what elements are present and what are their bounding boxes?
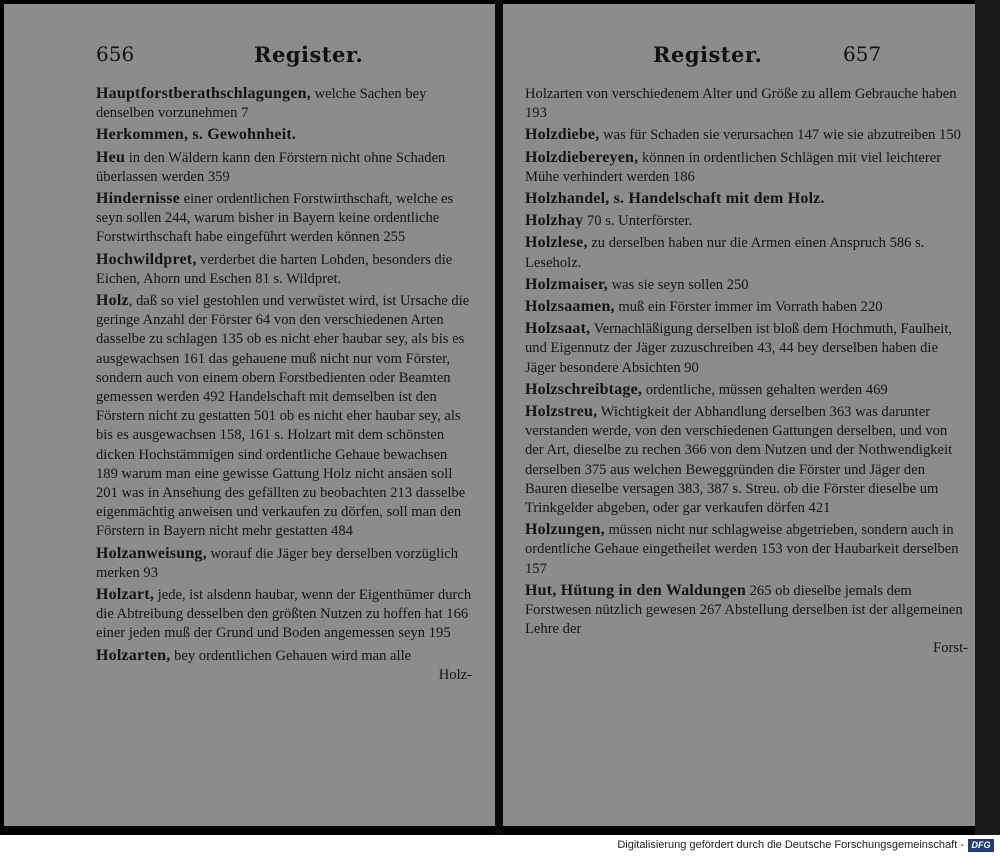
register-entry <box>96 585 472 644</box>
entry-keyword: Holzart, <box>96 586 155 604</box>
dfg-logo-icon: DFG <box>968 839 994 852</box>
entry-keyword: Hindernisse <box>96 190 180 208</box>
entry-text: bey ordentlichen Gehauen wird man alle <box>170 647 412 664</box>
entry-keyword: Holzstreu, <box>525 403 598 421</box>
entry-keyword: Heu <box>96 148 126 166</box>
entry-text: Vernachläßigung derselben ist bloß dem Hochmuth, Faulheit, und Eigennutz der Jäger zuzuschreiben 43, 44 bey derselben haben die Jäger besondere Absichten 90 <box>525 321 953 376</box>
entry-text: was sie seyn sollen 250 <box>607 276 749 293</box>
entry-keyword: Holzdiebereyen, <box>525 148 639 166</box>
entry-keyword: Holzlese, <box>525 234 588 252</box>
catchword-left: Holz- <box>438 666 472 683</box>
register-entry <box>96 148 472 187</box>
entry-text: , daß so viel gestohlen und verwüstet wird, ist Ursache die geringe Anzahl der Förster 64 von den verschiedenen Arten dasselbe zu schlagen 135 ob es nicht eher haubar sey, als bis es ausgewachsen 161 das gehauene muß nicht nur vom Förster, sondern auch von einem obern Forstbedienten oder Beamten gemessen werden 492 Handelschaft mit demselben ist den Förstern nicht zu gestatten 501 ob es nicht eher haubar sey, als bis es ausgewachsen 158, 161 s. Holzart mit dem schönsten dicken Hochstämmigen sind ordentliche Gehaue bewachsen 189 warum man eine gewisse Gattung Holz nicht ansäen soll 201 was in Ansehung des gefällten zu beobachten 213 dasselbe eigenmächtig anweisen und verkaufen zu dörfen, soll man den Förstern in Bayern nicht mehr gestatten 484 <box>96 293 470 540</box>
entry-text: muß ein Förster immer im Vorrath haben 220 <box>614 299 883 316</box>
register-entry <box>525 520 968 579</box>
entry-text: einer ordentlichen Forstwirthschaft, welche es seyn sollen 244, warum bisher in Bayern keine ordentliche Forstwirthschaft habe eingeführt werden können 255 <box>96 191 454 246</box>
right-page <box>503 4 975 826</box>
running-title-left: Register. <box>254 42 364 67</box>
register-entry <box>96 291 472 542</box>
register-entry <box>525 380 968 400</box>
entry-text: in den Wäldern kann den Förstern nicht ohne Schaden überlassen werden 359 <box>96 149 446 185</box>
entry-text: verderbet die harten Lohden, besonders die Eichen, Ahorn und Eschen 81 s. Wildpret. <box>96 251 453 287</box>
entry-keyword: Holzhandel, s. Handelschaft mit dem Holz. <box>525 190 825 208</box>
entry-text: Wichtigkeit der Abhandlung derselben 363 was darunter verstanden werde, von den verschiedenen Gattungen derselben, und von der Art, dieselbe zu rechen 366 von dem Nutzen und der Nothwendigkeit derselben 375 aus welchen Beweggründen die Förster und Jäger den Bauren dieselbe versagen 383, 387 s. Streu. ob die Förster dieselbe um Trinkgelder abgeben, oder gar verkaufen dörfen 421 <box>525 404 953 517</box>
entry-text: zu derselben haben nur die Armen einen Anspruch 586 s. Leseholz. <box>525 235 925 271</box>
page-edge <box>975 0 1000 835</box>
funding-credit: Digitalisierung gefördert durch die Deutsche Forschungsgemeinschaft - <box>617 839 964 851</box>
entry-text: welche Sachen bey denselben vorzunehmen 7 <box>96 86 427 122</box>
running-title-right: Register. <box>653 42 763 67</box>
register-entry <box>525 189 968 209</box>
entry-keyword: Hochwildpret, <box>96 250 197 268</box>
entry-keyword: Hut, Hütung in den Waldungen <box>525 581 746 599</box>
entry-keyword: Holzdiebe, <box>525 126 600 144</box>
entry-list-right <box>525 84 968 639</box>
register-entry <box>96 125 472 145</box>
entry-keyword: Holzhay <box>525 212 584 230</box>
entry-keyword: Holzarten, <box>96 646 171 664</box>
book-gutter <box>495 0 503 835</box>
entry-text: müssen nicht nur schlagweise abgetrieben, sondern auch in ordentliche Gehaue eingetheilet werden 153 von der Haubarkeit derselben 157 <box>525 522 959 577</box>
catchword-right: Forst- <box>933 640 968 657</box>
register-entry <box>525 84 968 123</box>
register-entry <box>525 211 968 231</box>
register-entry <box>525 233 968 272</box>
entry-keyword: Holzanweisung, <box>96 544 207 562</box>
entry-text: 265 ob dieselbe jemals dem Forstwesen nützlich gewesen 267 Abstellung derselben ist der allgemeinen Lehre der <box>525 582 963 638</box>
entry-keyword: Holzsaamen, <box>525 298 615 316</box>
entry-keyword: Holzungen, <box>525 521 605 539</box>
register-entry <box>525 275 968 295</box>
entry-keyword: Herkommen, s. Gewohnheit. <box>96 126 297 144</box>
register-entry <box>525 297 968 317</box>
register-column-left <box>96 84 472 685</box>
page-number-right: 657 <box>843 42 882 66</box>
register-entry <box>96 189 472 248</box>
entry-text: Holzarten von verschiedenem Alter und Größe zu allem Gebrauche haben 193 <box>525 86 957 122</box>
entry-text: worauf die Jäger bey derselben vorzüglich merken 93 <box>96 545 459 581</box>
register-entry <box>525 319 968 378</box>
entry-list-left <box>96 84 472 666</box>
register-entry <box>96 646 472 666</box>
register-entry <box>96 84 472 123</box>
entry-keyword: Holzsaat, <box>525 320 591 338</box>
register-entry <box>96 544 472 583</box>
entry-keyword: Holzschreibtage, <box>525 380 643 398</box>
entry-text: was für Schaden sie verursachen 147 wie sie abzutreiben 150 <box>599 127 961 144</box>
entry-text: 70 s. Unterförster. <box>583 213 693 230</box>
register-entry <box>525 148 968 187</box>
register-column-right <box>525 84 968 659</box>
register-entry <box>525 402 968 518</box>
register-entry <box>96 250 472 289</box>
entry-text: jede, ist alsdenn haubar, wenn der Eigenthümer durch die Abtreibung desselben den größten Nutzen zu hoffen hat 166 einer jeden muß der Grund und Boden angemessen seyn 195 <box>96 587 472 642</box>
entry-keyword: Hauptforstberathschlagungen, <box>96 85 311 102</box>
entry-text: können in ordentlichen Schlägen mit viel leichterer Mühe verhindert werden 186 <box>525 149 942 185</box>
entry-text: ordentliche, müssen gehalten werden 469 <box>642 381 888 398</box>
footer-bar <box>0 835 1000 857</box>
register-entry <box>525 125 968 145</box>
entry-keyword: Holzmaiser, <box>525 275 608 293</box>
page-number-left: 656 <box>96 42 135 66</box>
register-entry <box>525 581 968 640</box>
left-page <box>4 4 495 826</box>
entry-keyword: Holz <box>96 292 129 310</box>
